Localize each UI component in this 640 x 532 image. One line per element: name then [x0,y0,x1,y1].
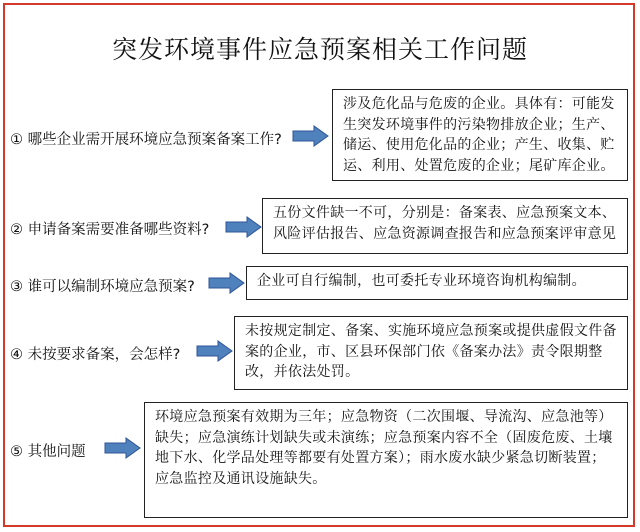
answer-box-4 [234,316,628,390]
answer-5-text: 环境应急预案有效期为三年；应急物资（二次围堰、导流沟、应急池等）缺失；应急演练计划缺失或未演练；应急预案内容不全（固废危废、土壤地下水、化学品处理等都要有处置方案）；雨水废水缺少紧急切断装置；应急监控及通讯设施缺失。 [155,409,613,487]
question-5-text: 其他问题 [27,444,86,460]
question-1-text: 哪些企业需开展环境应急预案备案工作? [27,132,282,148]
question-1-number: ① [10,132,23,148]
answer-box-1 [332,89,628,181]
question-3-number: ③ [10,279,23,295]
diagram-title: 突发环境事件应急预案相关工作问题 [111,35,528,64]
answer-1-text: 涉及危化品与危废的企业。具体有：可能发生突发环境事件的污染物排放企业；生产、储运、使用危化品的企业；产生、收集、贮运、利用、处置危废的企业；尾矿库企业。 [343,96,615,174]
question-3 [10,275,195,296]
answer-box-2 [262,198,628,254]
answer-2-text: 五份文件缺一不可，分别是：备案表、应急预案文本、风险评估报告、应急资源调查报告和应急预案评审意见 [273,205,617,242]
answer-4-text: 未按规定制定、备案、实施环境应急预案或提供虚假文件备案的企业，市、区县环保部门依《备案办法》责令限期整改，并依法处罚。 [245,323,617,380]
question-4-number: ④ [10,347,23,363]
question-3-text: 谁可以编制环境应急预案? [27,279,195,295]
arrow-2-icon [225,215,263,239]
question-4-text: 未按要求备案，会怎样? [27,347,181,363]
arrow-3-icon [208,271,246,295]
question-2-number: ② [10,222,23,238]
question-1 [10,128,282,149]
question-2-text: 申请备案需要准备哪些资料? [27,222,210,238]
answer-3-text: 企业可自行编制，也可委托专业环境咨询机构编制。 [257,273,586,289]
question-5 [10,440,86,461]
answer-box-3 [246,266,628,300]
arrow-5-icon [104,436,142,460]
question-2 [10,218,209,239]
answer-box-5 [144,402,628,518]
arrow-1-icon [292,124,330,148]
arrow-4-icon [196,339,234,363]
question-5-number: ⑤ [10,444,23,460]
question-4 [10,343,180,364]
